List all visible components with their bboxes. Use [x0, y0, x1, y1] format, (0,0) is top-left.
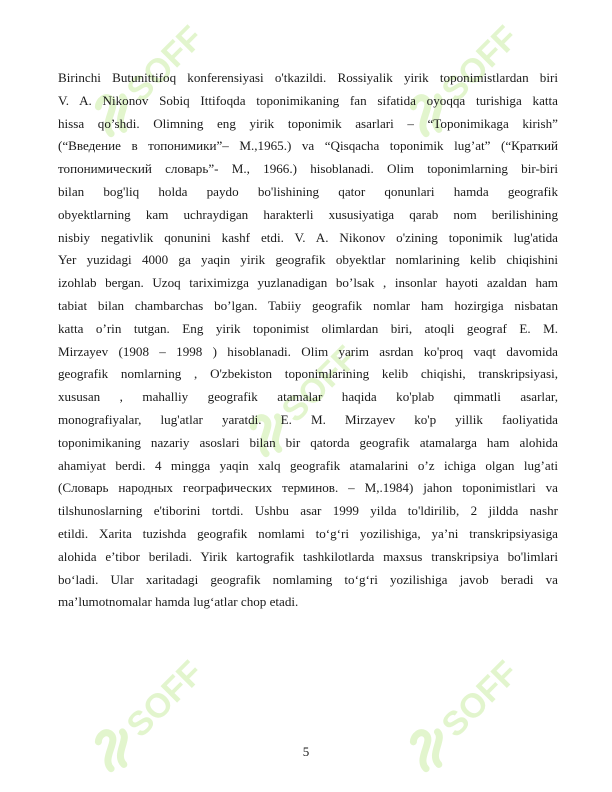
text-line: toponimikaning nazariy asoslari bilan bir qatorda geografik atamalarga ham alohida [58, 434, 558, 450]
text-line: etildi. Xarita tuzishda geografik nomlami to‘g‘ri yozilishiga, ya’ni transkripsiyasiga [58, 525, 558, 541]
soff-logo-icon [391, 636, 539, 784]
text-line: ahamiyat berdi. 4 mingga yaqin xalq geografik atamalarini o’z ichiga olgan lug’ati [58, 457, 558, 473]
text-line: geografik nomlarning , O'zbekiston toponimlarining kelib chiqishi, transkripsiyasi, [58, 366, 558, 382]
text-line: xususan , mahalliy geografik atamalar haqida ko'plab qimmatli asarlar, [58, 389, 558, 405]
text-line: bo‘ladi. Ular xaritadagi geografik nomlaming to‘g‘ri yozilishiga javob beradi va [58, 571, 558, 587]
text-line: obyektlarning kam uchraydigan harakterli xususiyatiga qarab nom berilishining [58, 206, 558, 222]
text-line: (Словарь народных географических терминов. – M,.1984) jahon toponimistlari va [58, 480, 558, 496]
text-line: monografiyalar, lug'atlar yaratdi. E. M. Mirzayev ko'p yillik faoliyatida [58, 411, 558, 427]
text-line: ma’lumotnomalar hamda lug‘atlar chop etadi. [58, 594, 299, 610]
svg-text:SOFF: SOFF [434, 18, 526, 110]
svg-text:SOFF: SOFF [434, 653, 526, 745]
soff-logo-icon [76, 636, 224, 784]
text-line: Birinchi Butunittifoq konferensiyasi o'tkazildi. Rossiyalik yirik toponimistlardan biri [58, 70, 558, 85]
text-line: bilan bog'liq holda paydo bo'lishining qator qonunlari hamda geografik [58, 183, 558, 199]
page-number: 5 [302, 744, 310, 759]
text-line: Yer yuzidagi 4000 ga yaqin yirik geografik obyektlar nomlarining kelib chiqishini [58, 252, 558, 268]
text-line: tabiat bilan chambarchas bo’lgan. Tabiiy geografik nomlar ham hozirgiga nisbatan [58, 297, 558, 313]
soff-watermark [76, 636, 224, 784]
text-line: alohida e’tibor beriladi. Yirik kartografik tashkilotlarda maxsus transkripsiya bo'limlari [58, 548, 558, 564]
text-line: (“Введение в топонимики”– M.,1965.) va “Qisqacha toponimik lug’at” (“Краткий [58, 138, 558, 154]
text-line: V. A. Nikonov Sobiq Ittifoqda toponimikaning fan sifatida oyoqqa turishiga katta [58, 92, 558, 108]
svg-text:SOFF: SOFF [119, 18, 211, 110]
text-line: топонимический словарь”- M., 1966.) hisoblanadi. Olim toponimlarning bir-biri [58, 161, 558, 177]
svg-text:SOFF: SOFF [119, 653, 211, 745]
text-line: tilshunoslarning e'tiborini tortdi. Ushbu asar 1999 yilda to'ldirilib, 2 jildda nashr [58, 503, 558, 519]
text-line: katta o’rin tutgan. Eng yirik toponimist olimlardan biri, atoqli geograf E. M. [58, 320, 558, 336]
text-line: izohlab bergan. Uzoq tariximizga yuzlanadigan bo’lsak , insonlar hayoti azaldan ham [58, 275, 558, 291]
text-line: Mirzayev (1908 – 1998 ) hisoblanadi. Olim yarim asrdan ko'proq vaqt davomida [58, 343, 558, 359]
text-line: nisbiy negativlik qonunini kashf etdi. V. A. Nikonov o'zining toponimik lug'atida [58, 229, 558, 245]
svg-text:SOFF: SOFF [274, 338, 366, 430]
soff-watermark [391, 636, 539, 784]
text-line: hissa qo’shdi. Olimning eng yirik toponimik asarlari – “Toponimikaga kirish” [58, 115, 558, 131]
body-paragraph [58, 67, 558, 614]
